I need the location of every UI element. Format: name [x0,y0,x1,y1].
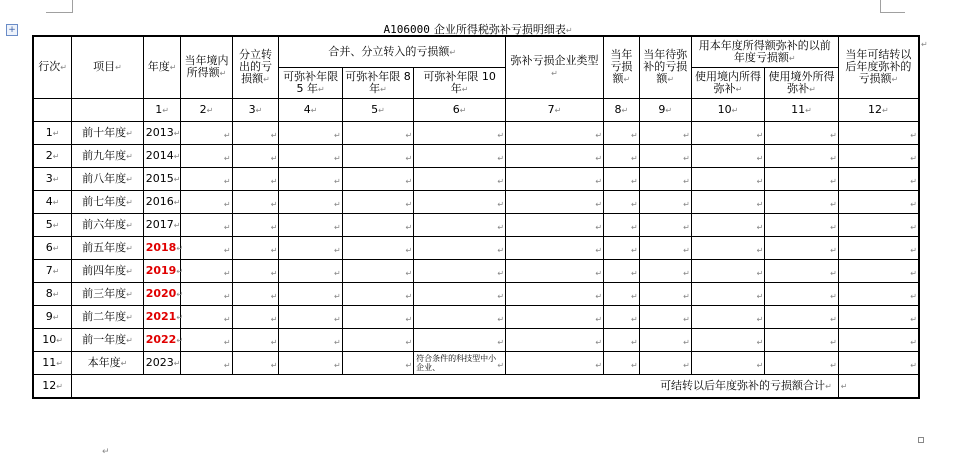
header-10-years: 可弥补年限 10 年↵ [414,68,506,99]
header-domestic-income: 当年境内所得额↵ [181,36,232,99]
input-cell[interactable]: ↵ [506,145,604,168]
row-number: 8↵ [33,283,72,306]
input-cell[interactable]: ↵ [604,214,640,237]
input-cell[interactable]: ↵ [279,329,342,352]
row-year: 2022↵ [143,329,181,352]
input-cell[interactable]: ↵ [181,283,232,306]
input-cell[interactable]: ↵ [639,306,691,329]
input-cell[interactable]: ↵ [506,237,604,260]
input-cell[interactable]: ↵ [691,145,764,168]
input-cell[interactable]: ↵ [604,260,640,283]
row-year: 2014↵ [143,145,181,168]
input-cell[interactable]: ↵ [838,283,919,306]
input-cell[interactable]: ↵ [691,122,764,145]
input-cell[interactable]: ↵ [691,168,764,191]
input-cell[interactable]: ↵ [691,191,764,214]
input-cell[interactable]: ↵ [506,352,604,375]
row-item: 前一年度↵ [72,329,143,352]
table-row [33,122,919,145]
row-year: 2013↵ [143,122,181,145]
header-merger-group: 合并、分立转入的亏损额↵ [279,36,506,68]
input-cell[interactable]: ↵ [506,283,604,306]
input-cell[interactable]: ↵ [232,329,279,352]
input-cell[interactable]: ↵ [232,352,279,375]
input-cell[interactable]: ↵ [639,283,691,306]
input-cell[interactable]: ↵ [691,283,764,306]
input-cell[interactable]: ↵ [604,191,640,214]
column-number: 12↵ [838,99,919,122]
row-item: 前九年度↵ [72,145,143,168]
column-number: 7↵ [506,99,604,122]
header-item: 项目↵ [72,36,143,99]
input-cell[interactable]: ↵ [838,260,919,283]
input-cell[interactable]: ↵ [838,122,919,145]
input-cell[interactable]: ↵ [232,283,279,306]
row-item: 前六年度↵ [72,214,143,237]
header-5-years: 可弥补年限 5 年↵ [279,68,342,99]
input-cell[interactable]: ↵ [639,191,691,214]
table-row [33,283,919,306]
header-enterprise-type: 弥补亏损企业类型↵ [506,36,604,99]
row-year: 2020↵ [143,283,181,306]
column-number: 4↵ [279,99,342,122]
row-number: 10↵ [33,329,72,352]
input-cell[interactable]: ↵ [604,352,640,375]
input-cell[interactable]: ↵ [279,283,342,306]
header-split-out-loss: 分立转出的亏损额↵ [232,36,279,99]
input-cell[interactable]: ↵ [765,283,839,306]
input-cell[interactable]: ↵ [639,168,691,191]
column-number: 3↵ [232,99,279,122]
input-cell[interactable]: ↵ [342,191,413,214]
row-number: 7↵ [33,260,72,283]
input-cell[interactable]: ↵ [232,260,279,283]
input-cell[interactable]: ↵ [838,306,919,329]
input-cell[interactable]: ↵ [342,237,413,260]
row-item: 前十年度↵ [72,122,143,145]
header-offset-group: 用本年度所得额弥补的以前年度亏损额↵ [691,36,838,68]
input-cell[interactable]: ↵ [765,214,839,237]
table-row [33,306,919,329]
input-cell[interactable]: ↵ [604,306,640,329]
input-cell[interactable]: ↵ [414,306,506,329]
table-row [33,237,919,260]
input-cell[interactable]: ↵ [765,329,839,352]
input-cell[interactable]: ↵ [181,306,232,329]
input-cell[interactable]: ↵ [342,168,413,191]
input-cell[interactable]: ↵ [279,306,342,329]
column-number: 11↵ [765,99,839,122]
input-cell[interactable]: ↵ [181,352,232,375]
input-cell[interactable]: ↵ [181,260,232,283]
row-item: 前三年度↵ [72,283,143,306]
column-number: 9↵ [639,99,691,122]
row-year: 2018↵ [143,237,181,260]
input-cell[interactable]: ↵ [639,237,691,260]
input-cell[interactable]: ↵ [691,214,764,237]
input-cell[interactable]: ↵ [506,168,604,191]
input-cell[interactable]: ↵ [232,145,279,168]
table-row [33,352,919,375]
input-cell[interactable]: ↵ [765,260,839,283]
input-cell[interactable]: ↵ [604,329,640,352]
input-cell[interactable]: ↵ [279,260,342,283]
total-value-cell[interactable]: ↵ [838,375,919,399]
header-year: 年度↵ [143,36,181,99]
input-cell[interactable]: ↵ [604,168,640,191]
table-row [33,191,919,214]
input-cell[interactable]: ↵ [232,168,279,191]
input-cell[interactable]: ↵ [414,260,506,283]
input-cell[interactable]: ↵ [414,122,506,145]
input-cell[interactable]: ↵ [279,145,342,168]
row-number: 11↵ [33,352,72,375]
input-cell[interactable]: ↵ [506,329,604,352]
enterprise-type-cell[interactable]: 符合条件的科技型中小企业、 ↵ [414,352,506,375]
column-number: 8↵ [604,99,640,122]
column-number: 1↵ [143,99,181,122]
input-cell[interactable]: ↵ [232,306,279,329]
row-year: 2021↵ [143,306,181,329]
input-cell[interactable]: ↵ [639,329,691,352]
row-year: 2019↵ [143,260,181,283]
row-year: 2023↵ [143,352,181,375]
input-cell[interactable]: ↵ [279,122,342,145]
input-cell[interactable]: ↵ [604,283,640,306]
row-number: 12↵ [33,375,72,399]
input-cell[interactable]: ↵ [181,329,232,352]
header-8-years: 可弥补年限 8 年↵ [342,68,413,99]
crop-mark-top-left [46,0,73,13]
input-cell[interactable]: ↵ [506,122,604,145]
input-cell[interactable]: ↵ [765,352,839,375]
input-cell[interactable]: ↵ [342,283,413,306]
table-row [33,214,919,237]
input-cell[interactable]: ↵ [279,168,342,191]
input-cell[interactable]: ↵ [342,122,413,145]
header-carry-forward: 当年可结转以后年度弥补的亏损额↵ [838,36,919,99]
input-cell[interactable]: ↵ [604,122,640,145]
input-cell[interactable]: ↵ [838,214,919,237]
input-cell[interactable]: ↵ [181,237,232,260]
header-current-loss: 当年亏损额↵ [604,36,640,99]
table-resize-handle[interactable] [918,437,924,443]
column-number: 6↵ [414,99,506,122]
crop-mark-top-right [880,0,905,13]
form-code: A106000 [383,23,430,36]
input-cell[interactable]: ↵ [838,237,919,260]
input-cell[interactable]: ↵ [232,122,279,145]
row-item: 前八年度↵ [72,168,143,191]
row-year: 2016↵ [143,191,181,214]
input-cell[interactable]: ↵ [414,214,506,237]
table-row [33,168,919,191]
input-cell[interactable]: ↵ [838,191,919,214]
loss-table [32,35,920,399]
input-cell[interactable]: ↵ [506,214,604,237]
header-row-no: 行次↵ [33,36,72,99]
input-cell[interactable]: ↵ [838,352,919,375]
input-cell[interactable]: ↵ [506,191,604,214]
row-item: 前五年度↵ [72,237,143,260]
input-cell[interactable]: ↵ [181,122,232,145]
table-row-total [33,375,919,399]
row-year: 2017↵ [143,214,181,237]
row-item: 本年度↵ [72,352,143,375]
input-cell[interactable]: ↵ [765,191,839,214]
input-cell[interactable]: ↵ [506,260,604,283]
input-cell[interactable]: ↵ [342,214,413,237]
input-cell[interactable]: ↵ [342,145,413,168]
input-cell[interactable]: ↵ [639,214,691,237]
row-item: 前二年度↵ [72,306,143,329]
input-cell[interactable]: ↵ [342,352,413,375]
header-domestic-offset: 使用境内所得弥补↵ [691,68,764,99]
total-label: 可结转以后年度弥补的亏损额合计↵ [72,375,838,399]
paragraph-mark: ↵ [102,447,110,457]
row-number: 2↵ [33,145,72,168]
input-cell[interactable]: ↵ [639,352,691,375]
page-title: A106000 企业所得税弥补亏损明细表↵ [383,23,573,36]
table-move-handle-icon[interactable]: + [6,24,18,36]
input-cell[interactable]: ↵ [691,260,764,283]
input-cell[interactable]: ↵ [838,329,919,352]
input-cell[interactable]: ↵ [414,237,506,260]
table-row [33,145,919,168]
input-cell[interactable]: ↵ [181,145,232,168]
input-cell[interactable]: ↵ [765,145,839,168]
input-cell[interactable]: ↵ [279,237,342,260]
input-cell[interactable]: ↵ [691,237,764,260]
header-foreign-offset: 使用境外所得弥补↵ [765,68,839,99]
input-cell[interactable]: ↵ [691,306,764,329]
input-cell[interactable]: ↵ [765,122,839,145]
input-cell[interactable]: ↵ [639,122,691,145]
input-cell[interactable]: ↵ [279,191,342,214]
input-cell[interactable]: ↵ [604,237,640,260]
row-number: 1↵ [33,122,72,145]
input-cell[interactable]: ↵ [232,191,279,214]
row-number: 9↵ [33,306,72,329]
row-number: 3↵ [33,168,72,191]
input-cell[interactable]: ↵ [639,260,691,283]
row-number: 4↵ [33,191,72,214]
input-cell[interactable]: ↵ [414,168,506,191]
input-cell[interactable]: ↵ [691,352,764,375]
form-title: 企业所得税弥补亏损明细表 [433,23,566,36]
input-cell[interactable]: ↵ [232,237,279,260]
input-cell[interactable]: ↵ [232,214,279,237]
input-cell[interactable]: ↵ [279,352,342,375]
input-cell[interactable]: ↵ [279,214,342,237]
input-cell[interactable]: ↵ [181,191,232,214]
row-number: 5↵ [33,214,72,237]
column-number: 10↵ [691,99,764,122]
input-cell[interactable]: ↵ [181,168,232,191]
column-number-row [33,99,919,122]
input-cell[interactable]: ↵ [342,306,413,329]
header-pending-loss: 当年待弥补的亏损额↵ [639,36,691,99]
input-cell[interactable]: ↵ [414,145,506,168]
input-cell[interactable]: ↵ [765,168,839,191]
input-cell[interactable]: ↵ [604,145,640,168]
input-cell[interactable]: ↵ [414,191,506,214]
row-number: 6↵ [33,237,72,260]
input-cell[interactable]: ↵ [765,306,839,329]
input-cell[interactable]: ↵ [414,283,506,306]
input-cell[interactable]: ↵ [414,329,506,352]
input-cell[interactable]: ↵ [639,145,691,168]
column-number: 2↵ [181,99,232,122]
input-cell[interactable]: ↵ [506,306,604,329]
row-year: 2015↵ [143,168,181,191]
input-cell[interactable]: ↵ [181,214,232,237]
input-cell[interactable]: ↵ [838,145,919,168]
column-number: 5↵ [342,99,413,122]
input-cell[interactable]: ↵ [342,260,413,283]
table-row [33,260,919,283]
input-cell[interactable]: ↵ [342,329,413,352]
row-item: 前四年度↵ [72,260,143,283]
input-cell[interactable]: ↵ [838,168,919,191]
row-item: 前七年度↵ [72,191,143,214]
input-cell[interactable]: ↵ [765,237,839,260]
table-row [33,329,919,352]
input-cell[interactable]: ↵ [691,329,764,352]
